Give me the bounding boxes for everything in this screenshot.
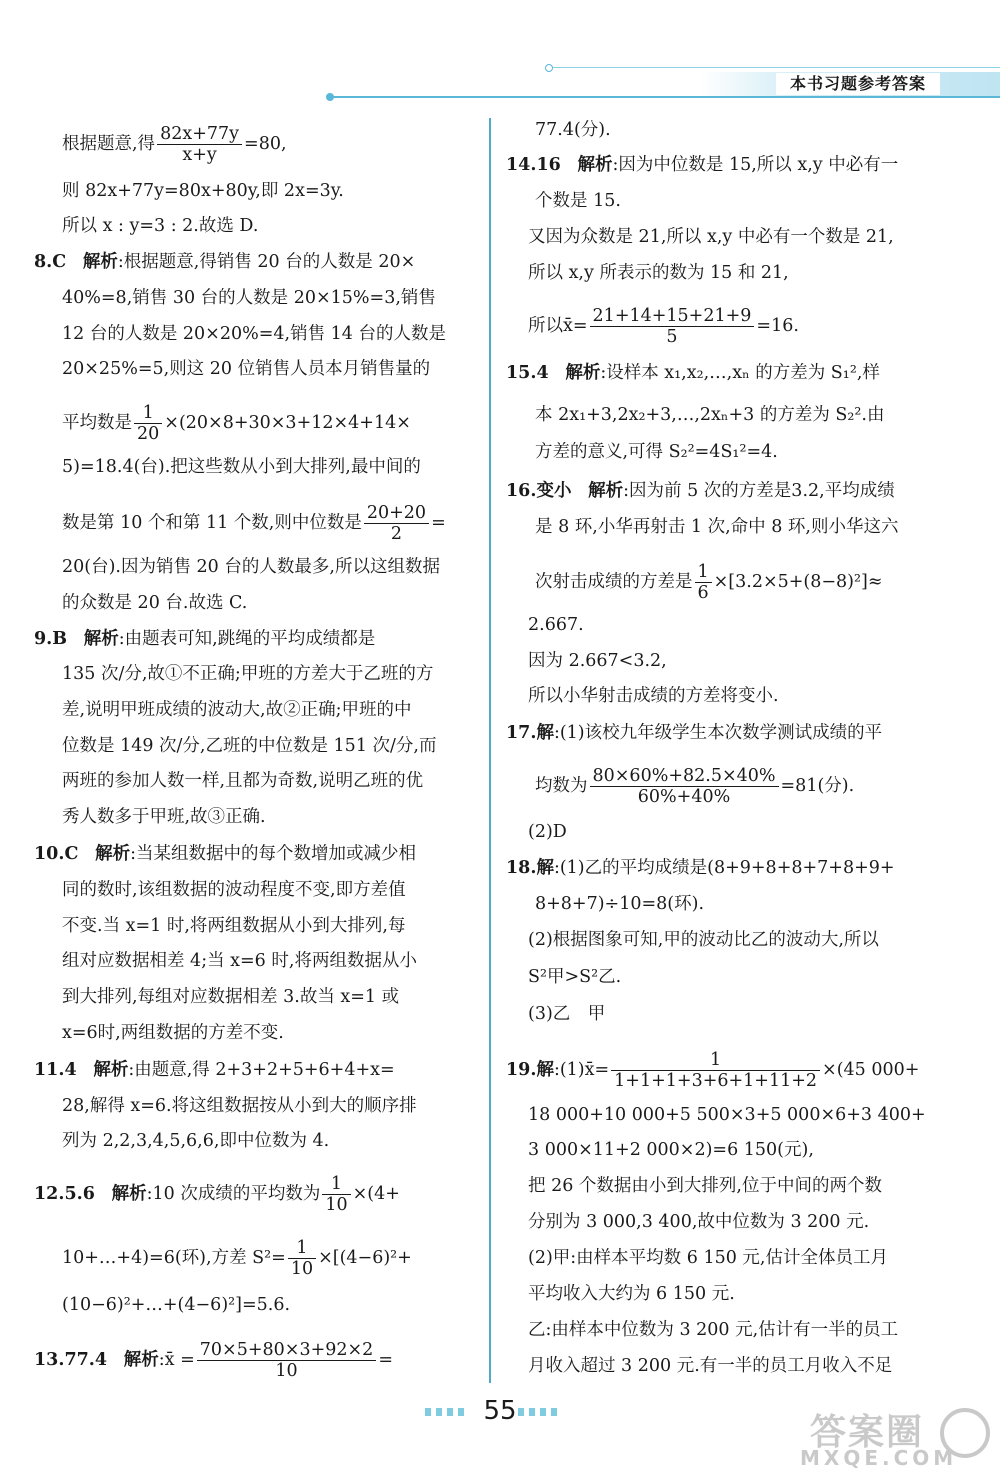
text-line: 所以x̄= $\frac{21+14+15+21+9}{5}$ =16. (528, 306, 799, 347)
question-11: 11.4 解析:由题意,得 2+3+2+5+6+4+x= (34, 1060, 395, 1080)
text-line: 秀人数多于甲班,故③正确. (62, 807, 266, 827)
text-line: 本 2x₁+3,2x₂+3,…,2xₙ+3 的方差为 S₂².由 (535, 405, 885, 425)
page-number-ornament-right (518, 1408, 558, 1416)
text-line: 所以 x : y=3 : 2.故选 D. (62, 216, 259, 236)
text-line: 差,说明甲班成绩的波动大,故②正确;甲班的中 (62, 700, 412, 720)
text-line: 列为 2,2,3,4,5,6,6,即中位数为 4. (62, 1131, 330, 1151)
text-line: 月收入超过 3 200 元.有一半的员工月收入不足 (528, 1356, 893, 1376)
text-line: (2)甲:由样本平均数 6 150 元,估计全体员工月 (528, 1248, 888, 1268)
text-line: (3)乙 甲 (528, 1004, 606, 1024)
text-line: 乙:由样本中位数为 3 200 元,估计有一半的员工 (528, 1320, 899, 1340)
text-line: 两班的参加人数一样,且都为奇数,说明乙班的优 (62, 771, 424, 791)
fraction: $\frac{20+20}{2}$ (364, 503, 429, 544)
text-line: 的众数是 20 台.故选 C. (62, 593, 248, 613)
question-8: 8.C 解析:根据题意,得销售 20 台的人数是 20× (34, 252, 416, 272)
column-divider (489, 118, 491, 1383)
question-18: 18.解:(1)乙的平均成绩是(8+9+8+8+7+8+9+ (506, 858, 895, 878)
page-number: 55 (483, 1396, 517, 1426)
text-line: 18 000+10 000+5 500×3+5 000×6+3 400+ (528, 1105, 926, 1125)
header-title: 本书习题参考答案 (776, 73, 940, 95)
text-line: 所以小华射击成绩的方差将变小. (528, 686, 779, 706)
text-line: 40%=8,销售 30 台的人数是 20×15%=3,销售 (62, 288, 436, 308)
text-line: 方差的意义,可得 S₂²=4S₁²=4. (535, 442, 778, 462)
text-line: 20(台).因为销售 20 台的人数最多,所以这组数据 (62, 557, 440, 577)
text-line: 135 次/分,故①不正确;甲班的方差大于乙班的方 (62, 664, 434, 684)
text-line: 28,解得 x=6.将这组数据按从小到大的顺序排 (62, 1096, 417, 1116)
text-line: 所以 x,y 所表示的数为 15 和 21, (528, 263, 789, 283)
question-9: 9.B 解析:由题表可知,跳绳的平均成绩都是 (34, 629, 376, 649)
text-line: 到大排列,每组对应数据相差 3.故当 x=1 或 (62, 987, 400, 1007)
text-line: (2)D (528, 822, 567, 842)
text-line: 5)=18.4(台).把这些数从小到大排列,最中间的 (62, 457, 421, 477)
header-rule-dot (545, 64, 553, 72)
text-line: 因为 2.667<3.2, (528, 651, 667, 671)
fraction: $\frac{21+14+15+21+9}{5}$ (590, 306, 755, 347)
text-line: 同的数时,该组数据的波动程度不变,即方差值 (62, 880, 406, 900)
watermark-url: MXQE.COM (800, 1446, 958, 1470)
text-line: 10+…+4)=6(环),方差 S²= $\frac{1}{10}$ ×[(4−6)²+ (62, 1238, 412, 1279)
text-line: 分别为 3 000,3 400,故中位数为 3 200 元. (528, 1212, 870, 1232)
question-14: 14.16 解析:因为中位数是 15,所以 x,y 中必有一 (506, 155, 899, 175)
text-line: 平均数是 $\frac{1}{20}$ ×(20×8+30×3+12×4+14× (62, 403, 411, 444)
fraction: $\frac{1}{20}$ (134, 403, 162, 444)
text-line: 次射击成绩的方差是 $\frac{1}{6}$ ×[3.2×5+(8−8)²]≈ (535, 562, 883, 603)
watermark-circle-icon (940, 1408, 990, 1458)
header-rule (330, 96, 1000, 98)
fraction: $\frac{70\times 5+80\times 3+92\times 2}{10}$ (197, 1340, 377, 1381)
text-line: 则 82x+77y=80x+80y,即 2x=3y. (62, 181, 344, 201)
question-10: 10.C 解析:当某组数据中的每个数增加或减少相 (34, 844, 416, 864)
text-line: 平均收入大约为 6 150 元. (528, 1284, 735, 1304)
text-line: 2.667. (528, 615, 584, 635)
question-16: 16.变小 解析:因为前 5 次的方差是3.2,平均成绩 (506, 481, 895, 501)
question-19: 19.解:(1)x̄= $\frac{1}{1+1+1+3+6+1+11+2}$ ×(45 000+ (506, 1050, 920, 1091)
fraction: $\frac{1}{1+1+1+3+6+1+11+2}$ (611, 1050, 820, 1091)
text-line: 不变.当 x=1 时,将两组数据从小到大排列,每 (62, 916, 406, 936)
text-line: 组对应数据相差 4;当 x=6 时,将两组数据从小 (62, 951, 417, 971)
question-12: 12.5.6 解析:10 次成绩的平均数为 $\frac{1}{10}$ ×(4+ (34, 1174, 400, 1215)
text-line: 个数是 15. (535, 191, 621, 211)
text-line: 77.4(分). (535, 120, 611, 140)
text-line: 又因为众数是 21,所以 x,y 中必有一个数是 21, (528, 227, 894, 247)
text-line: 是 8 环,小华再射击 1 次,命中 8 环,则小华这六 (535, 517, 899, 537)
text-line: 12 台的人数是 20×20%=4,销售 14 台的人数是 (62, 324, 446, 344)
text-line: 把 26 个数据由小到大排列,位于中间的两个数 (528, 1176, 882, 1196)
text-line: 20×25%=5,则这 20 位销售人员本月销售量的 (62, 359, 431, 379)
text-line: 8+8+7)÷10=8(环). (535, 894, 705, 914)
fraction: $\frac{82x+77y}{x+y}$ (157, 124, 242, 165)
header-rule-top (548, 67, 1000, 68)
fraction: $\frac{1}{10}$ (288, 1238, 316, 1279)
header-rule-dot-left (326, 93, 334, 101)
fraction: $\frac{80\times 60\%+82.5\times 40\%}{60\%+40\%}$ (590, 766, 779, 807)
text-line: x=6时,两组数据的方差不变. (62, 1023, 284, 1043)
question-17: 17.解:(1)该校九年级学生本次数学测试成绩的平 (506, 723, 883, 743)
fraction: $\frac{1}{10}$ (322, 1174, 350, 1215)
question-15: 15.4 解析:设样本 x₁,x₂,…,xₙ 的方差为 S₁²,样 (506, 363, 880, 383)
page-number-ornament-left (425, 1408, 465, 1416)
text-line: S²甲>S²乙. (528, 967, 622, 987)
text-line: 均数为 $\frac{80\times 60\%+82.5\times 40\%}{60\%+40\%}$ =81(分). (535, 766, 855, 807)
question-13: 13.77.4 解析:x̄ = $\frac{70\times 5+80\times 3+92\times 2}{10}$ = (34, 1340, 393, 1381)
text-line: (2)根据图象可知,甲的波动比乙的波动大,所以 (528, 930, 879, 950)
fraction: $\frac{1}{6}$ (695, 562, 712, 603)
text-line: 数是第 10 个和第 11 个数,则中位数是 $\frac{20+20}{2}$ = (62, 503, 446, 544)
watermark-logo (770, 1408, 995, 1468)
text-line: 根据题意,得 $\frac{82x+77y}{x+y}$ =80, (62, 124, 287, 165)
text-line: 3 000×11+2 000×2)=6 150(元), (528, 1140, 814, 1160)
watermark-text: 答案圈 (810, 1412, 925, 1453)
text-line: 位数是 149 次/分,乙班的中位数是 151 次/分,而 (62, 736, 437, 756)
text-line: (10−6)²+…+(4−6)²]=5.6. (62, 1295, 291, 1315)
